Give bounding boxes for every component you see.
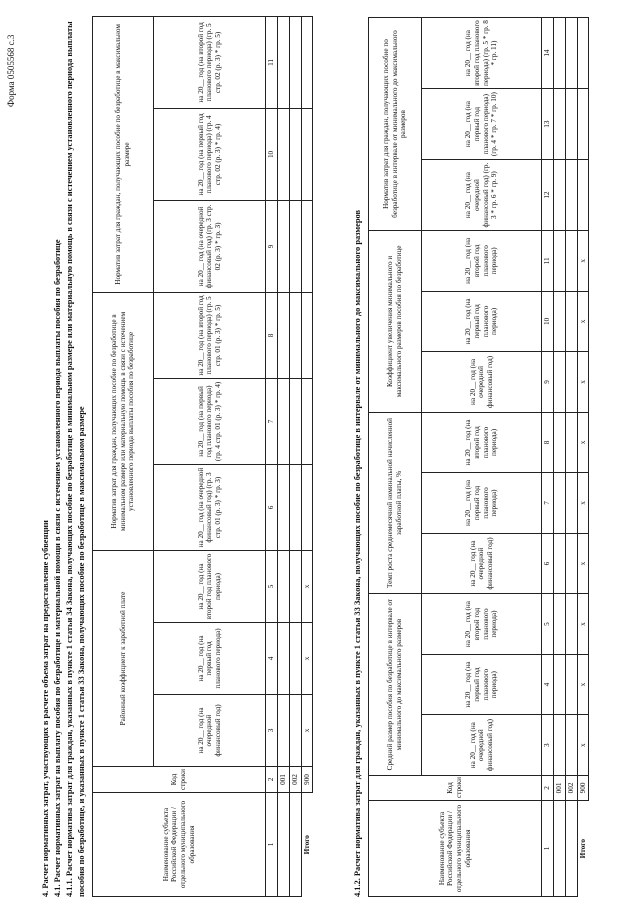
cell[interactable] [565,533,577,594]
cell[interactable] [553,533,565,594]
sub-header: на 20__ год (на очередной финансовый год) (гр. 3 * гр. 6 * гр. 9) [422,160,542,231]
col-num: 11 [542,231,554,292]
header-avg: Средний размер пособия по безработице в интервале от минимального до максимального размеров [369,594,422,776]
sub-header: на 20__ год (на первый год планового периода) [154,623,266,695]
col-num: 8 [266,292,278,378]
header-rk: Районный коэффициент к заработной плате [93,550,154,766]
cell[interactable] [553,412,565,473]
cell[interactable] [553,654,565,715]
sub-header: на 20__ год (на первый год планового периода) [422,654,542,715]
cell[interactable] [553,594,565,655]
col-num: 14 [542,18,554,89]
cell[interactable] [553,715,565,776]
col-num: 9 [542,352,554,413]
sub-header: на 20__ год (на второй год планового периода) [422,231,542,292]
section-4-1-1-heading: 4.1.1. Расчет норматива затрат для граждан, указанных в пункте 1 статьи 34 Закона, получающих пособие по безработице в минимальном размере или материальную помощь в связи с истечением установленного периода выплаты [65,21,74,897]
cell[interactable] [553,473,565,534]
sub-header: на 20__ год (на очередной финансовый год) (гр. 3 стр. 02 (р. 3) * гр. 3) [154,200,266,292]
header-norm-min: Норматив затрат для граждан, получающих пособие по безработице в минимальном размере или материальную помощь в связи с истечением установленного периода выплаты пособия по безработице [93,292,154,550]
cell[interactable] [277,550,289,622]
cell[interactable] [301,464,313,550]
cell[interactable] [565,412,577,473]
cell[interactable] [565,18,577,89]
cell[interactable] [565,160,577,231]
cell[interactable] [565,291,577,352]
itogo-row [301,16,313,896]
header-norm-max: Норматив затрат для граждан, получающих пособие по безработице в максимальном размере [93,16,154,292]
sub-header: на 20__ год (на очередной финансовый год) [422,533,542,594]
cell[interactable] [565,352,577,413]
section-4-1-1-heading-cont: пособия по безработице, и указанных в пункте 1 статьи 33 Закона, получающих пособие по безработице в максимальном размере [77,406,86,897]
cell[interactable] [289,550,301,622]
col-num: 6 [542,533,554,594]
cell[interactable] [289,292,301,378]
cell[interactable] [277,464,289,550]
header-growth: Темп роста среднемесячной номинальной начисленной заработной платы, % [369,412,422,594]
itogo-label: Итого [302,835,311,855]
sub-header: на 20__ год (на второй год планового периода) [422,594,542,655]
table-row [565,18,577,897]
section-4-1-2-heading: 4.1.2. Расчет норматива затрат для граждан, указанных в пункте 1 статьи 33 Закона, получающих пособие по безработице в интервале от минимального до максимального размеров [353,210,362,897]
table-row [277,16,289,896]
section-4-1-heading: 4.1. Расчет нормативных затрат на выплату пособия по безработице и материальной помощи в связи с истечением установленного периода выплаты пособия по безработице [53,239,62,897]
col-num: 1 [542,800,554,896]
cell[interactable] [565,231,577,292]
table-4-1-1 [92,16,313,897]
itogo-code: 900 [301,767,313,793]
cell[interactable] [553,18,565,89]
cell[interactable] [277,200,289,292]
cell[interactable] [289,108,301,200]
header-code: Код строки [369,775,542,800]
cell-code: 001 [277,767,289,793]
header-norm: Норматив затрат для граждан, получающих пособие по безработице в интервале от минимального до максимального размеров [369,18,422,231]
cell[interactable] [565,594,577,655]
cell[interactable] [553,291,565,352]
cell[interactable] [277,292,289,378]
cell-code: 002 [289,767,301,793]
cell[interactable] [289,464,301,550]
cell-x: x [577,654,589,715]
cell[interactable] [301,108,313,200]
cell[interactable] [577,18,589,89]
cell-x: x [577,352,589,413]
itogo-label: Итого [578,839,587,859]
cell[interactable] [565,715,577,776]
sub-header: на 20__ год (на второй год планового периода) (гр. 5 стр. 02 (р. 3) * гр. 5) [154,16,266,108]
cell[interactable] [553,352,565,413]
cell[interactable] [553,89,565,160]
cell[interactable] [289,623,301,695]
table-row [553,18,565,897]
cell-subject[interactable] [277,793,289,897]
table-4-1-2 [368,17,589,897]
cell-code: 002 [565,775,577,800]
col-num: 8 [542,412,554,473]
cell[interactable] [301,378,313,464]
sub-header: на 20__ год (на второй год планового периода) [422,412,542,473]
sub-header: на 20__ год (на первый год планового периода) (гр. 4 стр. 01 (р. 3) * гр. 4) [154,378,266,464]
sub-header: на 20__ год (на первый год планового периода) (гр. 4 стр. 02 (р. 3) * гр. 4) [154,108,266,200]
sub-header: на 20__ год (на очередной финансовый год) [154,695,266,767]
cell-subject[interactable] [565,800,577,896]
sub-header: на 20__ год (на очередной финансовый год) (гр. 3 стр. 01 (р. 3) * гр. 3) [154,464,266,550]
cell[interactable] [301,16,313,108]
cell[interactable] [577,160,589,231]
col-num: 7 [266,378,278,464]
cell[interactable] [553,160,565,231]
col-num: 12 [542,160,554,231]
cell[interactable] [277,695,289,767]
cell[interactable] [565,473,577,534]
section-4-heading: 4. Расчет нормативных затрат, участвующих в расчете объема затрат на предоставление субвенции [41,520,50,897]
sub-header: на 20__ год (на второй год планового периода) (гр. 5 стр. 01 (р. 3) * гр. 5) [154,292,266,378]
col-num: 9 [266,200,278,292]
cell-x: x [577,412,589,473]
cell-x: x [577,533,589,594]
col-num: 3 [266,695,278,767]
cell[interactable] [553,231,565,292]
col-num: 6 [266,464,278,550]
col-num: 5 [542,594,554,655]
cell[interactable] [277,16,289,108]
col-num: 2 [542,775,554,800]
col-num: 10 [542,291,554,352]
cell[interactable] [277,623,289,695]
itogo-code: 900 [577,775,589,800]
cell[interactable] [289,200,301,292]
itogo-row [577,18,589,897]
sub-header: на 20__ год (на первый год планового периода) [422,473,542,534]
column-number-row [266,16,278,896]
cell[interactable] [277,378,289,464]
col-num: 7 [542,473,554,534]
col-num: 13 [542,89,554,160]
form-code: Форма 0505568 с.3 [6,34,16,107]
table-row [289,16,301,896]
cell-x: x [577,715,589,776]
cell-subject[interactable] [289,793,301,897]
sub-header: на 20__ год (на первый год планового периода) [422,291,542,352]
cell[interactable] [289,695,301,767]
col-num: 4 [266,623,278,695]
cell[interactable] [565,654,577,715]
col-num: 3 [542,715,554,776]
sub-header: на 20__ год (на второй год планового периода) [154,550,266,622]
header-subject: Наименование субъекта Российской Федерации / отдельного муниципального образования [369,800,542,896]
sub-header: на 20__ год (на очередной финансовый год) [422,715,542,776]
cell-x: x [577,291,589,352]
header-subject: Наименование субъекта Российской Федерации / отдельного муниципального образования [93,793,266,897]
col-num: 11 [266,16,278,108]
cell-x: x [577,473,589,534]
sub-header: на 20__ год (на очередной финансовый год) [422,352,542,413]
header-coef: Коэффициент увеличения минимального и максимального размеров пособия по безработице [369,231,422,413]
cell[interactable] [301,292,313,378]
cell[interactable] [301,200,313,292]
sub-header: на 20__ год (на первый год планового периода) (гр. 4 * гр. 7 * гр. 10) [422,89,542,160]
cell[interactable] [289,378,301,464]
cell-x: x [577,231,589,292]
cell[interactable] [289,16,301,108]
cell[interactable] [565,89,577,160]
cell-x: x [301,550,313,622]
cell-x: x [577,594,589,655]
cell[interactable] [577,89,589,160]
cell-code: 001 [553,775,565,800]
col-num: 1 [266,793,278,897]
cell-subject[interactable] [553,800,565,896]
column-number-row [542,18,554,897]
cell[interactable] [277,108,289,200]
col-num: 10 [266,108,278,200]
header-code: Код строки [93,767,266,793]
col-num: 4 [542,654,554,715]
cell-x: x [301,695,313,767]
cell-x: x [301,623,313,695]
col-num: 5 [266,550,278,622]
sub-header: на 20__ год (на второй год планового периода) (гр. 5 * гр. 8 * гр. 11) [422,18,542,89]
col-num: 2 [266,767,278,793]
